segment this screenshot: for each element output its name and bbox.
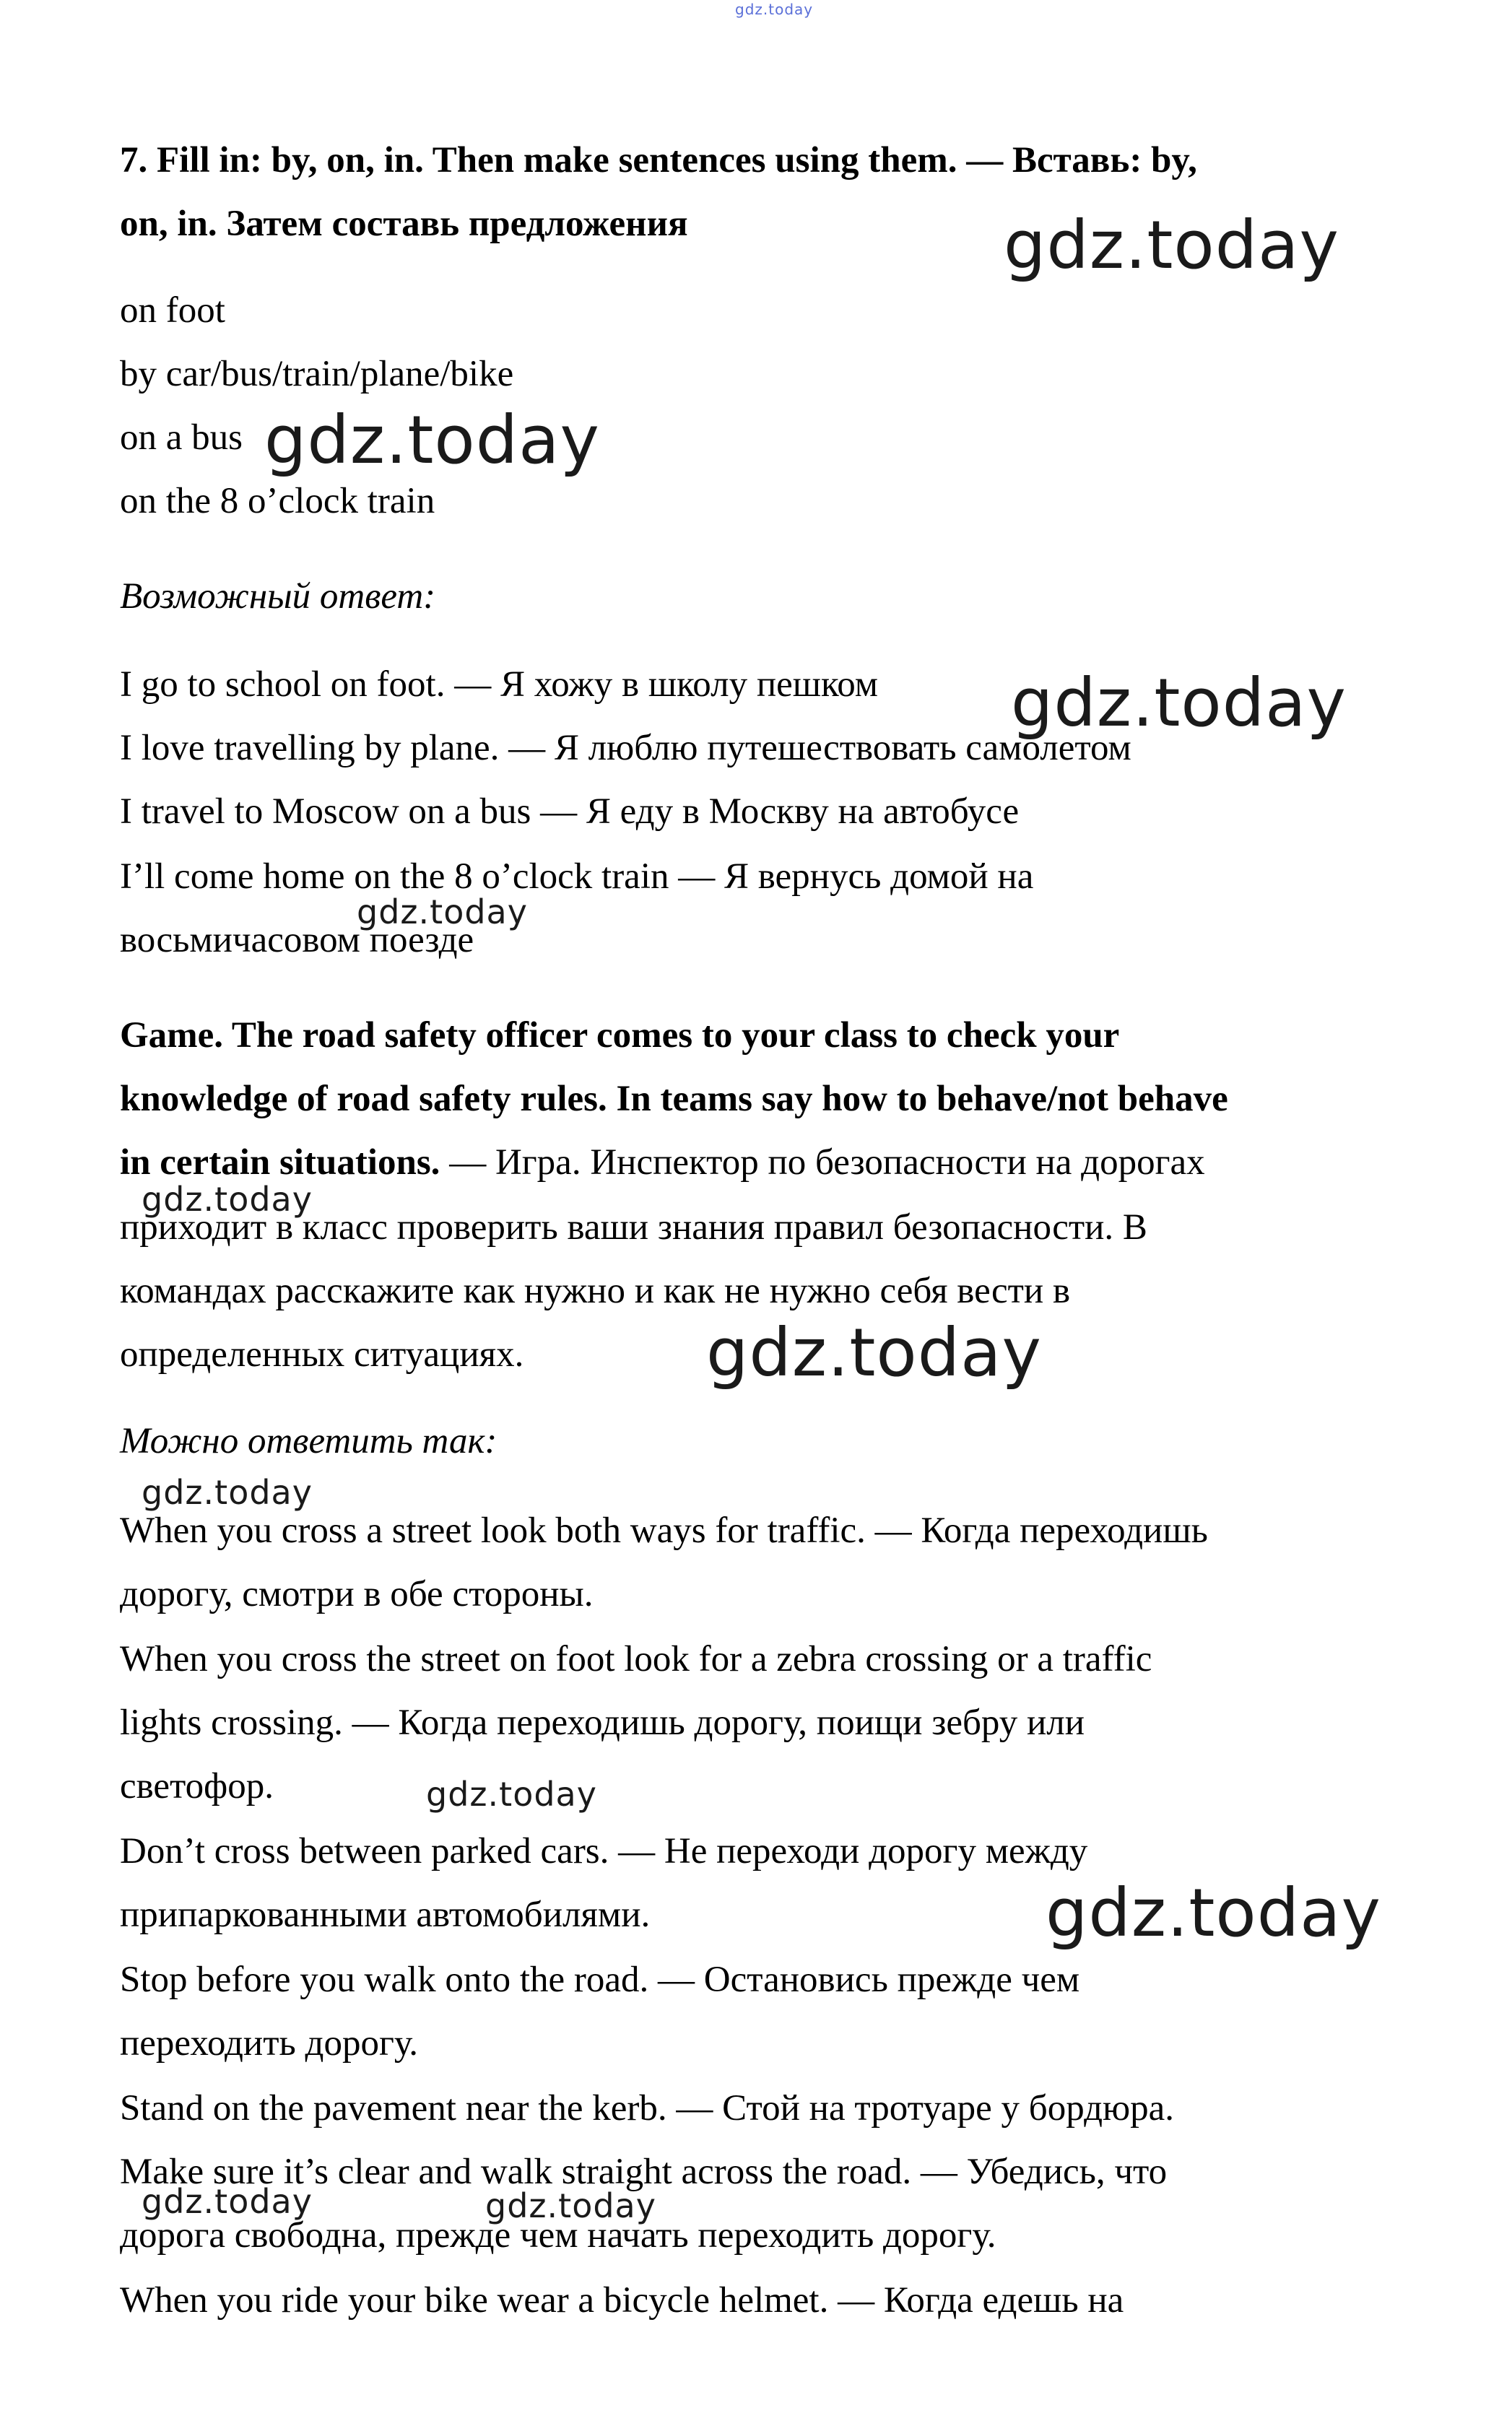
task7-title-line2: on, in. Затем составь предложения <box>120 204 688 244</box>
watermark: gdz.today <box>142 1473 313 1512</box>
game-heading-line6: определенных ситуациях. <box>120 1334 524 1375</box>
task7-answer: I’ll come home on the 8 o’clock train — Я вернусь домой на <box>120 856 1034 897</box>
game-answer: дорога свободна, прежде чем начать переходить дорогу. <box>120 2215 996 2256</box>
watermark: gdz.today <box>1004 206 1339 284</box>
game-answer-label: Можно ответить так: <box>120 1421 498 1461</box>
task7-item: on a bus <box>120 417 243 458</box>
watermark: gdz.today <box>485 2186 656 2225</box>
game-answer: When you cross a street look both ways for traffic. — Когда переходишь <box>120 1510 1208 1551</box>
game-heading-line2: knowledge of road safety rules. In teams say how to behave/not behave <box>120 1079 1228 1119</box>
game-answer: Make sure it’s clear and walk straight across the road. — Убедись, что <box>120 2152 1168 2192</box>
watermark: gdz.today <box>264 401 600 479</box>
game-heading-line3 <box>120 1141 1205 1184</box>
watermark: gdz.today <box>1046 1874 1381 1952</box>
game-heading-line1: Game. The road safety officer comes to your class to check your <box>120 1015 1120 1056</box>
watermark: gdz.today <box>142 2182 313 2221</box>
game-answer: lights crossing. — Когда переходишь дорогу, поищи зебру или <box>120 1703 1085 1743</box>
game-answer: Stand on the pavement near the kerb. — Стой на тротуаре у бордюра. <box>120 2088 1174 2129</box>
task7-answer: восьмичасовом поезде <box>120 920 474 960</box>
task7-answer: I travel to Moscow on a bus — Я еду в Москву на автобусе <box>120 791 1020 832</box>
watermark-top: gdz.today <box>735 1 814 18</box>
task7-answer: I love travelling by plane. — Я люблю путешествовать самолетом <box>120 728 1131 768</box>
watermark: gdz.today <box>706 1314 1042 1391</box>
task7-item: on foot <box>120 290 225 331</box>
game-heading-line4: приходит в класс проверить ваши знания правил безопасности. В <box>120 1207 1147 1248</box>
game-answer: дорогу, смотри в обе стороны. <box>120 1574 594 1614</box>
game-answer: When you ride your bike wear a bicycle helmet. — Когда едешь на <box>120 2280 1124 2321</box>
game-heading-line5: командах расскажите как нужно и как не нужно себя вести в <box>120 1271 1071 1311</box>
watermark: gdz.today <box>142 1180 313 1219</box>
game-heading-line3-bold: in certain situations. <box>120 1142 440 1183</box>
game-answer: припаркованными автомобилями. <box>120 1895 651 1935</box>
task7-answer-label: Возможный ответ: <box>120 576 436 617</box>
game-answer: When you cross the street on foot look for a zebra crossing or a traffic <box>120 1639 1152 1679</box>
game-answer: Don’t cross between parked cars. — Не переходи дорогу между <box>120 1831 1088 1871</box>
game-answer: Stop before you walk onto the road. — Остановись прежде чем <box>120 1960 1080 2000</box>
task7-item: by car/bus/train/plane/bike <box>120 354 514 394</box>
game-answer: светофор. <box>120 1766 274 1807</box>
task7-answer: I go to school on foot. — Я хожу в школу пешком <box>120 664 879 705</box>
watermark: gdz.today <box>357 892 528 931</box>
game-answer: переходить дорогу. <box>120 2023 419 2064</box>
task7-item: on the 8 o’clock train <box>120 481 435 521</box>
watermark: gdz.today <box>1011 664 1347 742</box>
task7-title-line1: 7. Fill in: by, on, in. Then make sentences using them. — Вставь: by, <box>120 140 1197 181</box>
watermark: gdz.today <box>426 1775 597 1814</box>
game-heading-line3-rest: — Игра. Инспектор по безопасности на дорогах <box>440 1142 1205 1183</box>
